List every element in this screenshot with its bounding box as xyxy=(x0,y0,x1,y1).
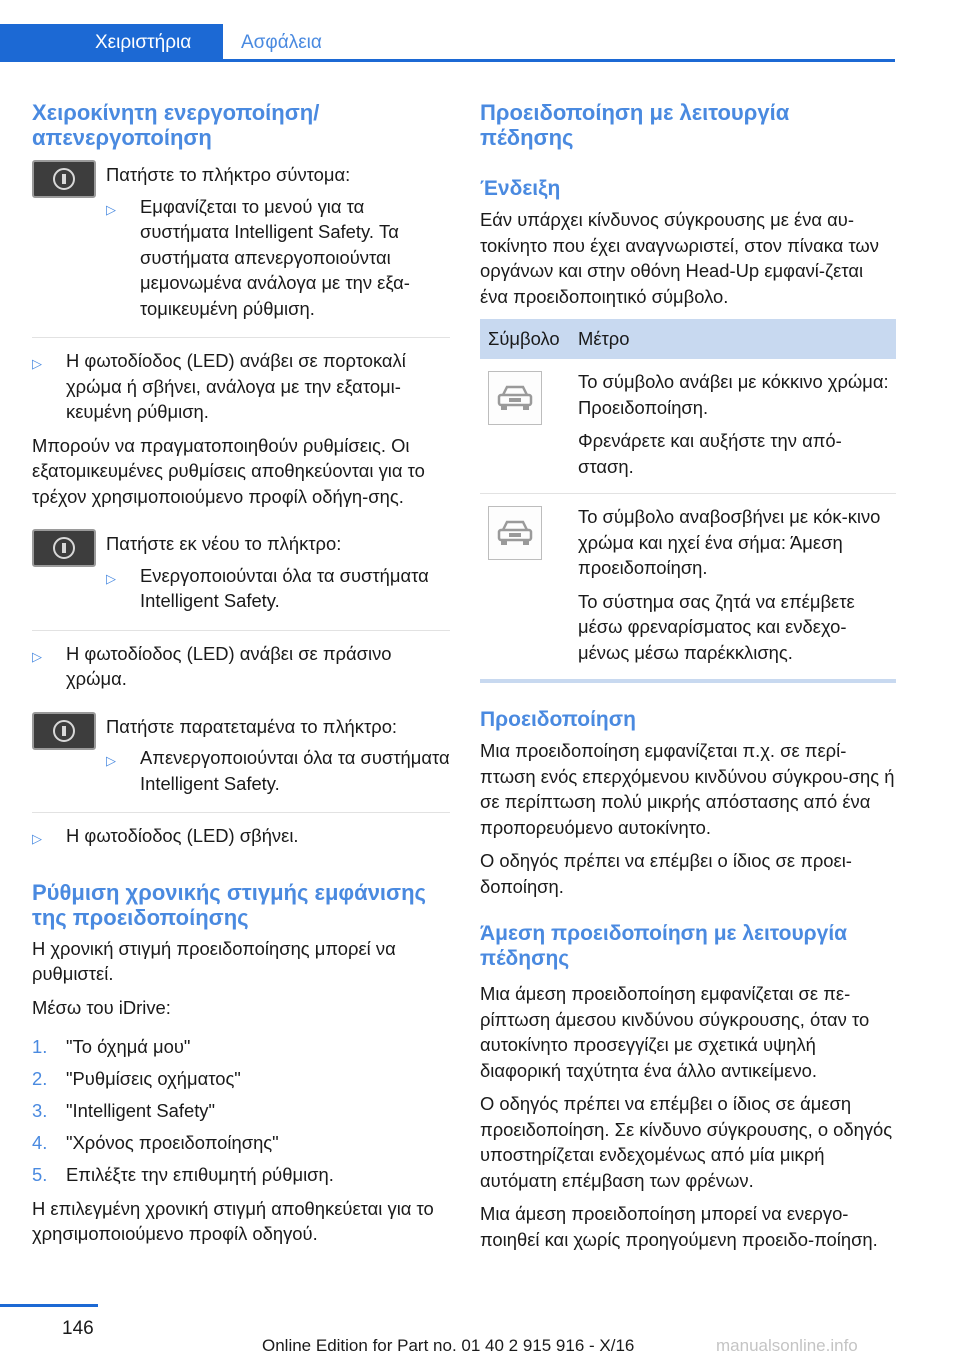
edition-text: Online Edition for Part no. 01 40 2 915 916 - X/16 xyxy=(262,1336,635,1355)
heading-indication: Ένδειξη xyxy=(480,177,561,200)
press-again-block xyxy=(32,531,450,622)
list-item: ▷ Απενεργοποιούνται όλα τα συστήματα Intelligent Safety. xyxy=(106,745,450,796)
indication-text: Εάν υπάρχει κίνδυνος σύγκρουσης με ένα αυ‐τοκίνητο που έχει αναγνωριστεί, στον πίνακα των οργάνων και στην οθόνη Head-Up εμφανί‐ζεται ένα προειδοποιητικό σύμβολο. xyxy=(480,209,879,307)
heading-warning-brake: Προειδοποίηση με λειτουργία πέδησης xyxy=(480,100,790,150)
press-briefly-text: Πατήστε το πλήκτρο σύντομα: xyxy=(106,164,351,185)
list-item: ▷ Η φωτοδίοδος (LED) ανάβει σε πράσινο χρώμα. xyxy=(32,630,450,692)
press-briefly-block xyxy=(32,162,450,329)
intelligent-safety-button-icon xyxy=(32,529,96,567)
triangle-bullet-icon: ▷ xyxy=(106,753,116,768)
tab-safety[interactable]: Ασφάλεια xyxy=(241,32,322,53)
press-long-text: Πατήστε παρατεταμένα το πλήκτρο: xyxy=(106,715,398,737)
heading-immediate-warning: Άμεση προειδοποίηση με λειτουργία πέδησης xyxy=(480,922,848,970)
table-row: Το σύμβολο ανάβει με κόκκινο χρώμα: Προειδοποίηση. Φρενάρετε και αυξήστε την από‐σταση. xyxy=(480,359,896,494)
car-warning-icon xyxy=(488,506,542,560)
list-item: 5. Επιλέξτε την επιθυμητή ρύθμιση. xyxy=(32,1164,334,1185)
time-intro: Η χρονική στιγμή προειδοποίησης μπορεί να ρυθμιστεί. xyxy=(32,937,396,984)
list-item: ▷ Εμφανίζεται το μενού για τα συστήματα Intelligent Safety. Τα συστήματα απενεργοποιούνται μεμονωμένα ανάλογα με την εξα‐τομικευμένη ρύθμιση. xyxy=(106,194,450,322)
triangle-bullet-icon: ▷ xyxy=(32,356,42,371)
settings-note: Μπορούν να πραγματοποιηθούν ρυθμίσεις. Οι εξατομικευμένες ρυθμίσεις αποθηκεύονται για το τρέχον χρησιμοποιούμενο προφίλ οδήγη‐σης. xyxy=(32,434,425,507)
heading-warning-time: Ρύθμιση χρονικής στιγμής εμφάνισης της προειδοποίησης xyxy=(32,879,426,930)
immediate-text-2: Ο οδηγός πρέπει να επέμβει ο ίδιος σε άμεση προειδοποίηση. Σε κίνδυνο σύγκρουσης, ο οδηγός υποστηρίζεται ενδεχομένως από μία μικρή αυτόματη επέμβαση των φρένων. xyxy=(480,1093,893,1191)
warning-text-1: Μια προειδοποίηση εμφανίζεται π.χ. σε περί‐πτωση ενός επερχόμενου κινδύνου σύγκρου‐σης ή σε περίπτωση πολύ μικρής απόστασης από ένα προπορευόμενο αυτοκίνητο. xyxy=(480,740,895,838)
table-end-rule xyxy=(480,679,896,683)
list-item: 4. "Χρόνος προειδοποίησης" xyxy=(32,1132,279,1153)
list-item: ▷ Ενεργοποιούνται όλα τα συστήματα Intelligent Safety. xyxy=(106,563,450,614)
table-header: Σύμβολο Μέτρο xyxy=(480,319,896,359)
press-long-block xyxy=(32,714,450,805)
table-row: Το σύμβολο αναβοσβήνει με κόκ‐κινο χρώμα και ηχεί ένα σήμα: Άμεση προειδοποίηση. Το σύστημα σας ζητά να επέμβετε μέσω φρεναρίσματος και ενδεχο‐μένως μέσω παρέκκλισης. xyxy=(480,494,896,679)
list-item: 1. "Το όχημά μου" xyxy=(32,1036,191,1057)
watermark: manualsonline.info xyxy=(716,1336,858,1355)
intelligent-safety-button-icon xyxy=(32,160,96,198)
triangle-bullet-icon: ▷ xyxy=(32,648,42,664)
time-saved-note: Η επιλεγμένη χρονική στιγμή αποθηκεύεται για το χρησιμοποιούμενο προφίλ οδηγού. xyxy=(32,1197,434,1244)
triangle-bullet-icon: ▷ xyxy=(106,570,116,586)
car-warning-icon xyxy=(488,371,542,425)
left-column xyxy=(32,100,450,1255)
immediate-text-3: Μια άμεση προειδοποίηση μπορεί να ενεργο‐ποιηθεί και χωρίς προηγούμενη προειδο‐ποίηση. xyxy=(480,1203,878,1250)
triangle-bullet-icon: ▷ xyxy=(32,831,42,846)
tab-controls[interactable]: Χειριστήρια xyxy=(0,24,223,62)
press-again-text: Πατήστε εκ νέου το πλήκτρο: xyxy=(106,533,342,554)
immediate-text-1: Μια άμεση προειδοποίηση εμφανίζεται σε πε‐ρίπτωση άμεσου κινδύνου σύγκρουσης, όταν το αυτοκίνητο προσεγγίζει με σχετικά υψηλή διαφορική ταχύτητα ένα άλλο αντικείμενο. xyxy=(480,983,870,1081)
heading-warning: Προειδοποίηση xyxy=(480,708,636,731)
time-idrive: Μέσω του iDrive: xyxy=(32,996,171,1018)
list-item: ▷ Η φωτοδίοδος (LED) σβήνει. xyxy=(32,812,450,852)
list-item: ▷ Η φωτοδίοδος (LED) ανάβει σε πορτοκαλί χρώμα ή σβήνει, ανάλογα με την εξατομι‐κευμένη ρύθμιση. xyxy=(32,337,450,425)
right-column xyxy=(480,100,896,1260)
heading-manual-activation: Χειροκίνητη ενεργοποίηση/ απενεργοποίηση xyxy=(32,100,320,150)
triangle-bullet-icon: ▷ xyxy=(106,201,116,217)
list-item: 2. "Ρυθμίσεις οχήματος" xyxy=(32,1068,241,1089)
symbol-table xyxy=(480,319,896,679)
chapter-header xyxy=(0,24,895,62)
list-item: 3. "Intelligent Safety" xyxy=(32,1100,216,1121)
page-number: 146 xyxy=(62,1318,94,1339)
intelligent-safety-button-icon xyxy=(32,712,96,750)
idrive-steps xyxy=(32,1034,450,1188)
footer-rule xyxy=(0,1304,98,1307)
warning-text-2: Ο οδηγός πρέπει να επέμβει ο ίδιος σε προει‐δοποίηση. xyxy=(480,850,852,897)
